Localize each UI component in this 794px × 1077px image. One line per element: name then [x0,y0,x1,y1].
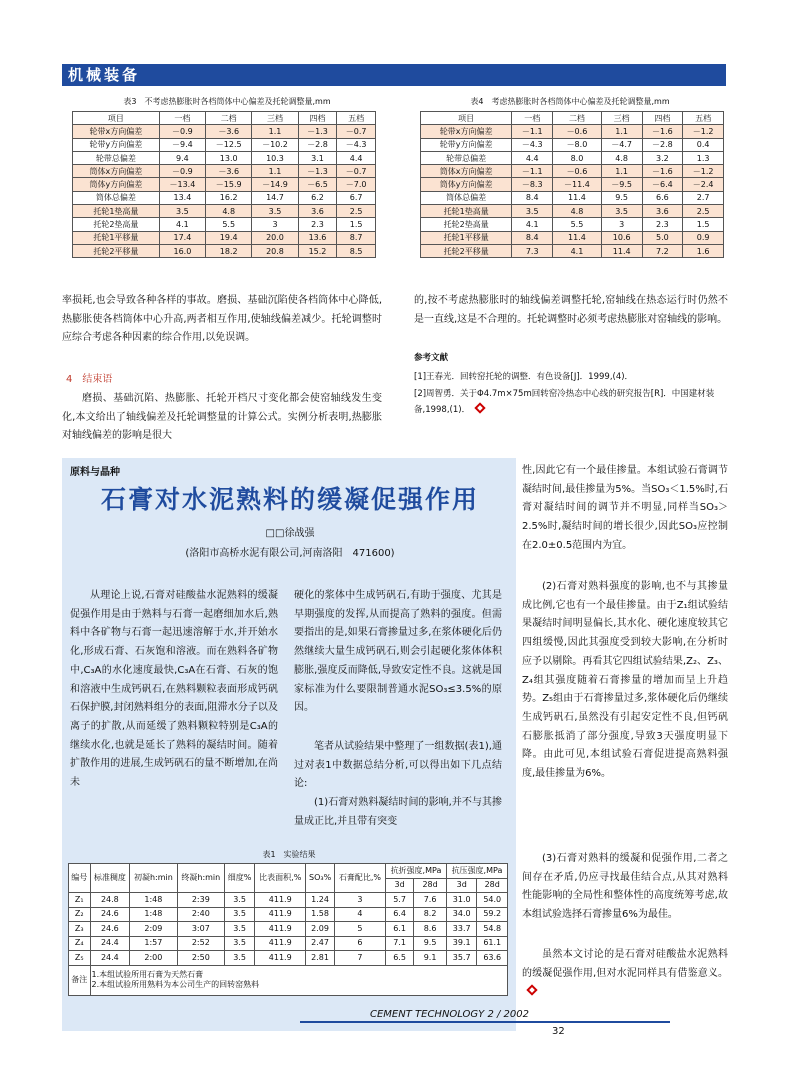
row-label: 筒体总偏差 [421,191,512,204]
table-cell: －9.5 [601,178,642,191]
section-header-bar [62,64,726,86]
article-col1: 从理论上说,石膏对硅酸盐水泥熟料的缓凝促强作用是由于熟料与石膏一起磨细加水后,熟料中各矿物与石膏一起迅速溶解于水,并开始水化,形成石膏、石灰饱和溶液。而在熟料各矿物中,C₃A的水化速度最快,C₃A在石膏、石灰的饱和溶液中生成钙矾石,在熟料颗粒表面形成钙矾石保护膜,封闭熟料组分的表面,阻滞水分子以及离子的扩散,从而延缓了熟料颗粒特别是C₃A的继续水化,也就是延长了熟料的凝结时间。随着扩散作用的进展,生成钙矾石的量不断增加,在尚未 [70,590,278,789]
row-label: 轮带总偏差 [73,151,160,164]
col-header-flexural: 抗折强度,MPa [386,864,447,879]
table-row [69,907,508,922]
row-label: 托轮1垫高量 [421,205,512,218]
table-cell: 24.6 [90,907,130,922]
col-header-28d: 28d [477,878,508,893]
table-row [421,125,724,138]
table-cell: 6.2 [298,191,337,204]
col-header: 项目 [73,112,160,125]
table-cell: Z₅ [69,951,91,966]
col-header-id: 编号 [69,864,91,893]
table-cell: 411.9 [255,907,306,922]
table-cell: 11.4 [553,191,602,204]
table-cell: 3.5 [225,907,255,922]
table-cell: 4 [334,907,385,922]
table-cell: 8.0 [553,151,602,164]
table-cell: －1.6 [642,125,683,138]
table-cell: 2.7 [683,191,724,204]
table-cell: 19.4 [206,231,252,244]
col-header: 一档 [159,112,205,125]
article-col3-p1: 性,因此它有一个最佳掺量。本组试验石膏调节凝结时间,最佳掺量为5%。当SO₃＜1.5%时,石膏对凝结时间的调节并不明显,同样当SO₃＞2.5%时,凝结时间的增长很少,因此SO₃应控制在2.0±0.5范围内为宜。 [522,465,728,551]
table-row [69,922,508,937]
table-cell: 18.2 [206,244,252,257]
table-cell: 4.4 [512,151,553,164]
table-cell: 8.7 [337,231,376,244]
table-row [73,231,376,244]
table-cell: 63.6 [477,951,508,966]
table-row [69,936,508,951]
table-cell: 34.0 [446,907,476,922]
table-row [421,231,724,244]
table-cell: －1.3 [298,125,337,138]
table-cell: －12.5 [206,138,252,151]
table-cell: －7.0 [337,178,376,191]
table-cell: 2:52 [177,936,224,951]
table-cell: 5.5 [206,218,252,231]
col-header-surface-area: 比表面积,% [255,864,306,893]
col-header: 四档 [298,112,337,125]
section-title: 机械装备 [68,66,141,84]
table-cell: 4.8 [601,151,642,164]
table-cell: 7.3 [512,244,553,257]
table-cell: 1.1 [252,165,298,178]
table-cell: －1.2 [683,165,724,178]
row-label: 轮带总偏差 [421,151,512,164]
table-cell: 13.6 [298,231,337,244]
article-affiliation: (洛阳市高桥水泥有限公司,河南洛阳 471600) [185,548,395,559]
table-cell: －10.2 [252,138,298,151]
table-cell: 9.5 [601,191,642,204]
table-cell: 0.4 [683,138,724,151]
article-category: 原料与晶种 [70,467,120,478]
table-cell: 411.9 [255,936,306,951]
table-row [73,125,376,138]
table-cell: 3.6 [642,205,683,218]
table-cell: －9.4 [159,138,205,151]
col-header: 五档 [337,112,376,125]
col-header: 项目 [421,112,512,125]
references-title: 参考文献 [414,353,449,363]
table-cell: －1.3 [298,165,337,178]
table-cell: 24.4 [90,951,130,966]
table-cell: 20.8 [252,244,298,257]
table-cell: 9.1 [414,951,447,966]
table-cell: 3.5 [601,205,642,218]
note-2: 2.本组试验所用熟料为本公司生产的回转窑熟料 [91,980,260,989]
table-cell: 3.5 [512,205,553,218]
table-cell: －3.6 [206,165,252,178]
table-cell: 411.9 [255,893,306,908]
table-cell: －0.7 [337,165,376,178]
table-cell: －2.8 [642,138,683,151]
table-cell: 2.3 [642,218,683,231]
table-cell: －4.7 [601,138,642,151]
table-cell: －1.1 [512,125,553,138]
table-cell: 33.7 [446,922,476,937]
table-cell: 9.5 [414,936,447,951]
table-cell: 14.7 [252,191,298,204]
table-cell: 3.5 [252,205,298,218]
col-header-gypsum-ratio: 石膏配比,% [334,864,385,893]
table-cell: 8.5 [337,244,376,257]
table-cell: 6.1 [386,922,414,937]
table4 [420,111,724,258]
table-cell: 3.2 [642,151,683,164]
row-label: 筒体总偏差 [73,191,160,204]
table-cell: 5.0 [642,231,683,244]
table-cell: 4.4 [337,151,376,164]
table-cell: 3.1 [298,151,337,164]
table-cell: 3.5 [225,922,255,937]
table-cell: 59.2 [477,907,508,922]
table-cell: －0.9 [159,165,205,178]
col-header-3d: 3d [446,878,476,893]
table-cell: 8.4 [512,191,553,204]
col-header-compressive: 抗压强度,MPa [446,864,507,879]
table-cell: 35.7 [446,951,476,966]
table-cell: －0.7 [337,125,376,138]
table-cell: 7.6 [414,893,447,908]
table-cell: 4.8 [553,205,602,218]
end-mark-icon [526,985,537,996]
table-cell: 8.4 [512,231,553,244]
table-cell: 16.2 [206,191,252,204]
col-header-fineness: 细度% [225,864,255,893]
table-row [73,151,376,164]
table-cell: 16.0 [159,244,205,257]
table-cell: 2.09 [306,922,335,937]
table-cell: 7 [334,951,385,966]
table-cell: －2.4 [683,178,724,191]
table-cell: －14.9 [252,178,298,191]
table-cell: 2:09 [130,922,177,937]
table-cell: 7.1 [386,936,414,951]
table-cell: 1.5 [683,218,724,231]
col-header-so3: SO₃% [306,864,335,893]
article-col2-p2: 笔者从试验结果中整理了一组数据(表1),通过对表1中数据总结分析,可以得出如下几点结论: [294,741,502,790]
table-row [73,138,376,151]
table-cell: 61.1 [477,936,508,951]
table-cell: 7.2 [642,244,683,257]
table-cell: －11.4 [553,178,602,191]
table-row [421,138,724,151]
table3 [72,111,376,258]
table3-caption: 表3 不考虑热膨胀时各档筒体中心偏差及托轮调整量,mm [123,97,331,106]
note-label: 备注 [69,965,91,995]
prev-left-paragraph: 率损耗,也会导致各种各样的事故。磨损、基础沉陷使各档筒体中心降低,热膨胀使各档筒体中心升高,两者相互作用,使轴线偏差减少。托轮调整时应综合考虑各种因素的综合作用,以免误调。 [62,295,382,344]
table-cell: 2:50 [177,951,224,966]
row-label: 轮带x方向偏差 [421,125,512,138]
table-cell: 2:40 [177,907,224,922]
row-label: 托轮2垫高量 [421,218,512,231]
table-row [421,205,724,218]
table-cell: －13.4 [159,178,205,191]
table-row [73,218,376,231]
table-cell: 24.6 [90,922,130,937]
table-cell: 2.81 [306,951,335,966]
table-cell: －4.3 [512,138,553,151]
conclusion-paragraph: 磨损、基础沉陷、热膨胀、托轮开档尺寸变化都会使窑轴线发生变化,本文给出了轴线偏差及托轮调整量的计算公式。实例分析表明,热膨胀对轴线偏差的影响是很大 [62,393,382,442]
table-cell: 24.4 [90,936,130,951]
table-cell: 54.0 [477,893,508,908]
row-label: 托轮1垫高量 [73,205,160,218]
table-row [73,178,376,191]
row-label: 轮带x方向偏差 [73,125,160,138]
table-cell: 0.9 [683,231,724,244]
table-cell: Z₄ [69,936,91,951]
table-cell: 1:57 [130,936,177,951]
table-cell: －0.6 [553,165,602,178]
table-cell: 3.5 [225,893,255,908]
table-cell: 24.8 [90,893,130,908]
table-cell: －0.6 [553,125,602,138]
table-cell: 11.4 [601,244,642,257]
table-cell: 15.2 [298,244,337,257]
table-cell: －0.9 [159,125,205,138]
article-col3-p3: (3)石膏对熟料的缓凝和促强作用,二者之间存在矛盾,仍应寻找最佳结合点,从其对熟料性能影响的全局性和整体性的高度统筹考虑,故本组试验选择石膏掺量6%为最佳。 [522,853,728,921]
table-cell: －8.0 [553,138,602,151]
col-header-28d: 28d [414,878,447,893]
table-cell: 2.5 [337,205,376,218]
row-label: 托轮2平移量 [73,244,160,257]
table-cell: 2.3 [298,218,337,231]
article-col3-p4: 虽然本文讨论的是石膏对硅酸盐水泥熟料的缓凝促强作用,但对水泥同样具有借鉴意义。 [522,946,728,1002]
table-cell: 411.9 [255,922,306,937]
table-cell: －1.2 [683,125,724,138]
article-author: □□徐战强 [265,528,315,539]
table-cell: 1.58 [306,907,335,922]
table-cell: 4.1 [553,244,602,257]
col-header: 三档 [252,112,298,125]
table-cell: －6.5 [298,178,337,191]
table4-caption: 表4 考虑热膨胀时各档筒体中心偏差及托轮调整量,mm [470,97,670,106]
table-cell: 1.1 [601,165,642,178]
table-cell: 17.4 [159,231,205,244]
table-cell: 5 [334,922,385,937]
table-cell: 31.0 [446,893,476,908]
table-cell: 6.4 [386,907,414,922]
conclusion-heading: 4 结束语 [66,374,113,385]
table-cell: 1.3 [683,151,724,164]
col-header-3d: 3d [386,878,414,893]
table-cell: 1.1 [252,125,298,138]
col-header: 一档 [512,112,553,125]
table-cell: 3 [601,218,642,231]
table-cell: 3.5 [159,205,205,218]
note-1: 1.本组试验所用石膏为天然石膏 [91,970,204,979]
table-cell: 4.1 [159,218,205,231]
table-row [421,191,724,204]
table-cell: －6.4 [642,178,683,191]
table-cell: Z₃ [69,922,91,937]
reference-1: [1]王春光．回转窑托轮的调整．有色设备[J]．1999,(4)． [414,372,634,382]
table-row [421,151,724,164]
table-cell: 54.8 [477,922,508,937]
table-row [421,165,724,178]
table-row [421,178,724,191]
row-label: 轮带y方向偏差 [73,138,160,151]
table-cell: 10.3 [252,151,298,164]
table-cell: 3 [252,218,298,231]
col-header-consistency: 标准稠度 [90,864,130,893]
table-row [421,218,724,231]
row-label: 筒体y方向偏差 [73,178,160,191]
end-mark-icon [474,402,485,413]
table-cell: 411.9 [255,951,306,966]
table1-notes [90,965,507,995]
table-row [73,165,376,178]
table-cell: 3:07 [177,922,224,937]
table-cell: 1:48 [130,893,177,908]
table-cell: 1.5 [337,218,376,231]
table-cell: 20.0 [252,231,298,244]
table-cell: 1.6 [683,244,724,257]
table-cell: －15.9 [206,178,252,191]
table-cell: 5.5 [553,218,602,231]
col-header-initial-set: 初凝h:min [130,864,177,893]
col-header: 三档 [601,112,642,125]
table-row [73,205,376,218]
col-header-final-set: 终凝h:min [177,864,224,893]
table-cell: －1.6 [642,165,683,178]
row-label: 筒体x方向偏差 [73,165,160,178]
article-col3-p2: (2)石膏对熟料强度的影响,也不与其掺量成比例,它也有一个最佳掺量。由于Z₁组试验结果凝结时间明显偏长,其水化、硬化速度较其它四组缓慢,因此其强度受到较大影响,在分析时应予以剔除。再看其它四组试验结果,Z₂、Z₃、Z₄组其强度随着石膏掺量的增加而呈上升趋势。Z₅组由于石膏掺量过多,浆体硬化后仍继续生成钙矾石,虽然没有引起安定性不良,但钙矾石膨胀抵消了部分强度,导致3天强度明显下降。由此可见,本组试验石膏促进提高熟料强度,最佳掺量为6%。 [522,581,728,780]
table-cell: 13.0 [206,151,252,164]
table-cell: 8.6 [414,922,447,937]
row-label: 筒体x方向偏差 [421,165,512,178]
table-cell: 6.5 [386,951,414,966]
table-cell: 3.5 [225,936,255,951]
table-cell: －8.3 [512,178,553,191]
table-cell: Z₁ [69,893,91,908]
table-cell: 4.1 [512,218,553,231]
row-label: 托轮2平移量 [421,244,512,257]
reference-2: [2]周智勇．关于Φ4.7m×75m回转窑冷热态中心线的研究报告[R]．中国建材装备,1998,(1)． [414,389,715,415]
table-cell: 2:00 [130,951,177,966]
row-label: 筒体y方向偏差 [421,178,512,191]
page-number: 32 [552,1026,565,1037]
journal-footer: CEMENT TECHNOLOGY 2 / 2002 [370,1009,530,1020]
table-cell: 3.6 [298,205,337,218]
table1 [68,863,508,996]
table-row [73,244,376,257]
table-cell: 6.7 [337,191,376,204]
table-row [69,951,508,966]
table-cell: 4.8 [206,205,252,218]
col-header: 二档 [206,112,252,125]
table-cell: 10.6 [601,231,642,244]
table-cell: 1.1 [601,125,642,138]
col-header: 五档 [683,112,724,125]
table-cell: 3.5 [225,951,255,966]
row-label: 托轮2垫高量 [73,218,160,231]
table-cell: －1.1 [512,165,553,178]
table-cell: 6.6 [642,191,683,204]
article-title: 石膏对水泥熟料的缓凝促强作用 [100,485,479,514]
table-cell: －3.6 [206,125,252,138]
table-cell: 6 [334,936,385,951]
table-row [69,893,508,908]
footer-rule [300,1021,670,1023]
col-header: 四档 [642,112,683,125]
table-cell: 3 [334,893,385,908]
article-col2-p1: 硬化的浆体中生成钙矾石,有助于强度、尤其是早期强度的发挥,从而提高了熟料的强度。但需要指出的是,如果石膏掺量过多,在浆体硬化后仍然继续大量生成钙矾石,则会引起硬化浆体体积膨胀,强度反而降低,导致安定性不良。这就是国家标准为什么要限制普通水泥SO₃≤3.5%的原因。 [294,590,502,714]
table-cell: 8.2 [414,907,447,922]
table1-caption: 表1 实验结果 [262,850,316,859]
table-cell: －2.8 [298,138,337,151]
table-cell: Z₂ [69,907,91,922]
table-cell: 1.24 [306,893,335,908]
table-cell: 13.4 [159,191,205,204]
row-label: 托轮1平移量 [421,231,512,244]
table-cell: 1:48 [130,907,177,922]
table-cell: －4.3 [337,138,376,151]
table-cell: 5.7 [386,893,414,908]
row-label: 托轮1平移量 [73,231,160,244]
table-row [421,244,724,257]
table-row [73,191,376,204]
table-cell: 2:39 [177,893,224,908]
row-label: 轮带y方向偏差 [421,138,512,151]
col-header: 二档 [553,112,602,125]
table-cell: 9.4 [159,151,205,164]
table-cell: 11.4 [553,231,602,244]
article-col2-p3: (1)石膏对熟料凝结时间的影响,并不与其掺量成正比,并且带有突变 [294,797,502,827]
table-cell: 39.1 [446,936,476,951]
table-cell: 2.5 [683,205,724,218]
prev-right-paragraph: 的,按不考虑热膨胀时的轴线偏差调整托轮,窑轴线在热态运行时仍然不是一直线,这是不合理的。托轮调整时必须考虑热膨胀对窑轴线的影响。 [414,295,728,325]
table-cell: 2.47 [306,936,335,951]
